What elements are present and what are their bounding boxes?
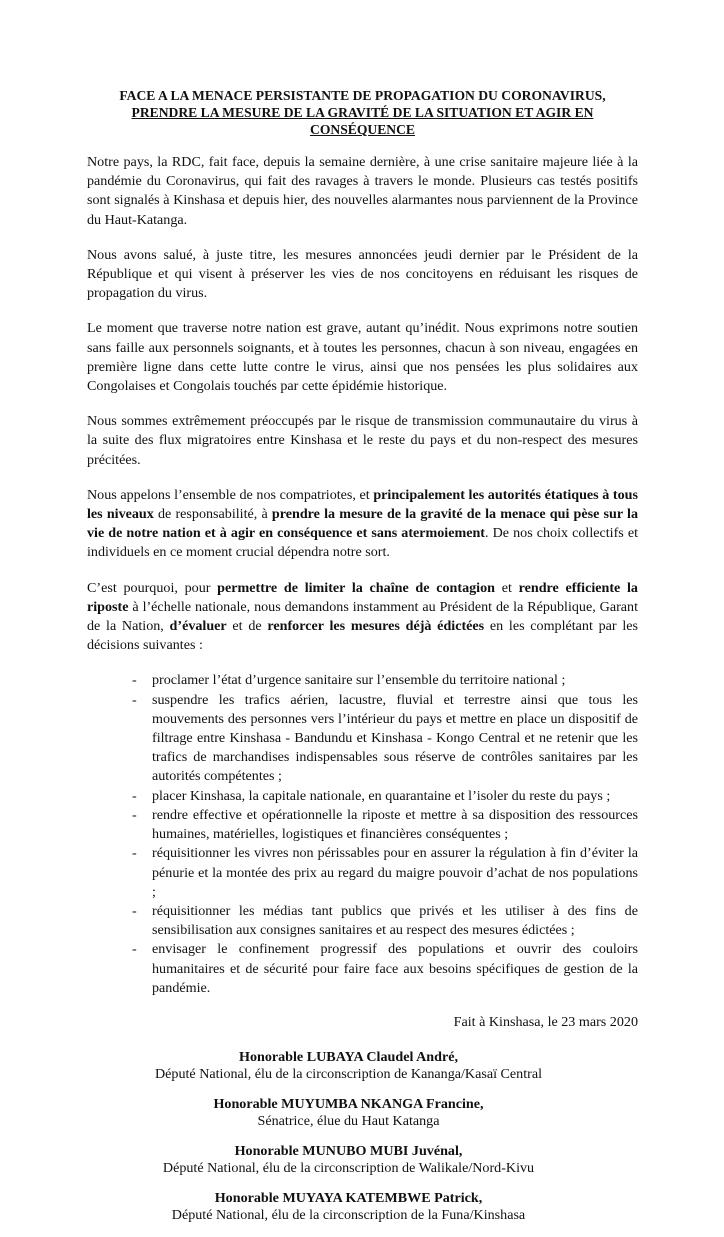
- date-line: Fait à Kinshasa, le 23 mars 2020: [453, 1013, 638, 1030]
- signatory-name: Honorable MUYUMBA NKANGA Francine,: [213, 1096, 484, 1113]
- measure-text: suspendre les trafics aérien, lacustre, fluvial et terrestre ainsi que tous les mouvements des personnes vers l’intérieur du pays et mettre en place un dispositif de filtrage entre Kinshasa - Bandundu et Kinshasa - Kongo Central et ne retenir que les trafics de marchandises indispensables sous réserve de contrôles sanitaires par les autorités compétentes ;: [152, 691, 638, 785]
- list-item: [132, 844, 638, 902]
- signatory-block: [73, 1143, 624, 1177]
- request-text-5: en les complétant par les décisions suivantes :: [87, 618, 639, 654]
- bullet-dash: -: [132, 941, 137, 958]
- list-item: [132, 902, 638, 940]
- signatory-role: Député National, élu de la circonscription de Kananga/Kasaï Central: [154, 1066, 543, 1083]
- paragraph-appeal: [87, 486, 638, 563]
- measures-list: [87, 671, 638, 997]
- request-text-3: à l’échelle nationale, nous demandons instamment au Président de la République, Garant de la Nation,: [87, 598, 638, 635]
- request-bold-3: d’évaluer: [169, 618, 227, 635]
- bullet-dash: -: [132, 691, 137, 708]
- signatory-role: Député National, élu de la circonscription de la Funa/Kinshasa: [171, 1207, 526, 1224]
- request-bold-2: rendre efficiente la riposte: [87, 579, 638, 615]
- signatory-block: [73, 1096, 624, 1130]
- bullet-dash: -: [132, 806, 137, 823]
- signatory-block: [73, 1190, 624, 1224]
- request-bold-1: permettre de limiter la chaîne de contagion: [217, 579, 495, 596]
- measure-text: proclamer l’état d’urgence sanitaire sur l’ensemble du territoire national ;: [152, 672, 566, 689]
- appeal-text-1: Nous appelons l’ensemble de nos compatriotes, et: [87, 486, 374, 503]
- signatory-role: Député National, élu de la circonscription de Walikale/Nord-Kivu: [162, 1160, 535, 1177]
- appeal-bold-1: principalement les autorités étatiques à tous les niveaux: [87, 486, 638, 523]
- signatory-role: Sénatrice, élue du Haut Katanga: [257, 1113, 440, 1130]
- bullet-dash: -: [132, 787, 137, 804]
- measure-text: envisager le confinement progressif des populations et ouvrir des couloirs humanitaires et de sécurité pour faire face aux besoins spécifiques de gestion de la pandémie.: [152, 941, 638, 996]
- document-title: [87, 87, 638, 138]
- signatory-block: [73, 1049, 624, 1083]
- bullet-dash: -: [132, 902, 137, 919]
- appeal-text-2: de responsabilité, à: [153, 506, 272, 523]
- paragraph-situation: Notre pays, la RDC, fait face, depuis la semaine dernière, à une crise sanitaire majeure liée à la pandémie du Coronavirus, qui fait des ravages à travers le monde. Plusieurs cas testés positifs sont signalés à Kinshasa et depuis hier, des nouvelles alarmantes nous parviennent de la Province du Haut-Katanga.: [87, 154, 638, 228]
- signatory-name: Honorable LUBAYA Claudel André,: [238, 1049, 459, 1066]
- paragraph-request: [87, 579, 638, 656]
- title-line-1: FACE A LA MENACE PERSISTANTE DE PROPAGATION DU CORONAVIRUS,: [119, 88, 606, 103]
- paragraph-support: Le moment que traverse notre nation est grave, autant qu’inédit. Nous exprimons notre soutien sans faille aux personnels soignants, et à toutes les personnes, chacun à son niveau, engagées en première ligne dans cette lutte contre le virus, ainsi que nos pensées les plus solidaires aux Congolaises et Congolais touchés par cette épidémie historique.: [87, 320, 638, 395]
- measure-text: réquisitionner les vivres non périssables pour en assurer la régulation à fin d’éviter la pénurie et la montée des prix au regard du maigre pouvoir d’achat de nos populations ;: [152, 845, 638, 900]
- request-bold-4: renforcer les mesures déjà édictées: [267, 618, 485, 635]
- paragraph-president-measures: Nous avons salué, à juste titre, les mesures annoncées jeudi dernier par le Président de la République et qui visent à préserver les vies de nos concitoyens en réduisant les risques de propagation du virus.: [87, 246, 638, 302]
- list-item: [132, 691, 638, 787]
- list-item: [132, 940, 638, 998]
- signatory-name: Honorable MUNUBO MUBI Juvénal,: [234, 1143, 463, 1160]
- measure-text: rendre effective et opérationnelle la riposte et mettre à sa disposition des ressources humaines, matérielles, logistiques et financières conséquentes ;: [152, 806, 638, 843]
- measure-text: réquisitionner les médias tant publics que privés et les utiliser à des fins de sensibilisation aux consignes sanitaires et au respect des mesures édictées ;: [152, 902, 638, 939]
- list-item: [132, 671, 638, 690]
- document-page: [87, 87, 638, 1237]
- appeal-bold-2: prendre la mesure de la gravité de la menace qui pèse sur la vie de notre nation et à agir en conséquence et sans atermoiement: [87, 506, 639, 542]
- request-text-4: et de: [226, 618, 268, 635]
- list-item: [132, 787, 638, 806]
- bullet-dash: -: [132, 672, 137, 689]
- request-text-2: et: [494, 579, 519, 596]
- request-text-1: C’est pourquoi, pour: [87, 579, 218, 596]
- title-line-2: PRENDRE LA MESURE DE LA GRAVITÉ DE LA SITUATION ET AGIR EN CONSÉQUENCE: [131, 105, 594, 137]
- signatory-name: Honorable MUYAYA KATEMBWE Patrick,: [214, 1190, 483, 1207]
- appeal-text-3: . De nos choix collectifs et individuels en ce moment crucial dépendra notre sort.: [87, 525, 638, 561]
- bullet-dash: -: [132, 845, 137, 862]
- measure-text: placer Kinshasa, la capitale nationale, en quarantaine et l’isoler du reste du pays ;: [152, 787, 611, 804]
- list-item: [132, 806, 638, 844]
- paragraph-concern: Nous sommes extrêmement préoccupés par le risque de transmission communautaire du virus à la suite des flux migratoires entre Kinshasa et le reste du pays et du non-respect des mesures précitées.: [87, 413, 638, 468]
